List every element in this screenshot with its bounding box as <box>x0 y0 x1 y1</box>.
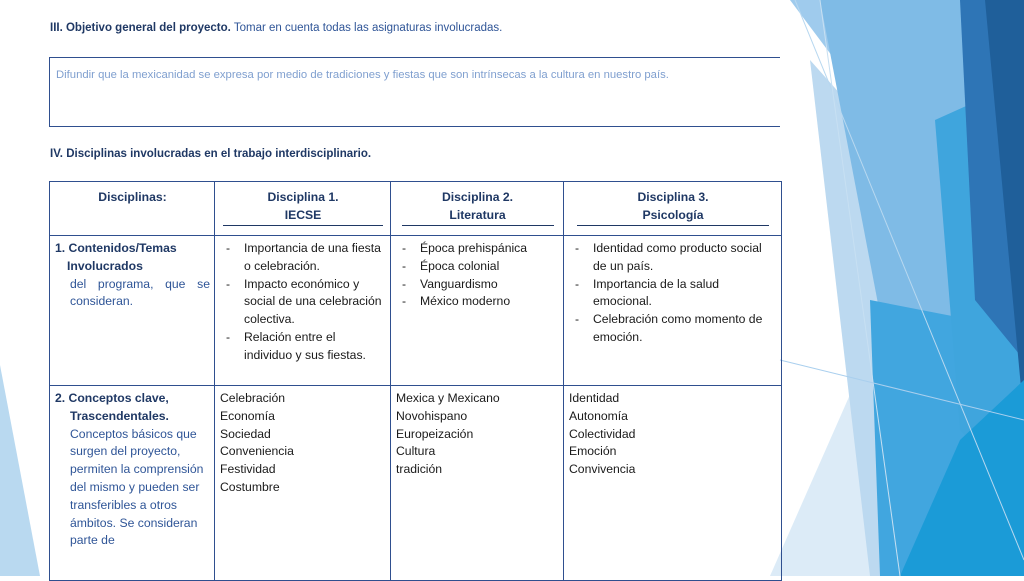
header-disciplinas-label: Disciplinas: <box>98 190 167 204</box>
section-3-hint: Tomar en cuenta todas las asignaturas involucradas. <box>233 22 503 34</box>
header-disciplina-1 <box>215 182 391 236</box>
row-1-col-2-list <box>396 240 559 311</box>
header-disciplina-3 <box>564 182 782 236</box>
list-item: Conveniencia <box>220 444 294 459</box>
table-header-row <box>50 182 782 236</box>
header-disciplina-2-title: Disciplina 2. <box>441 190 514 204</box>
header-disciplinas <box>50 182 215 236</box>
list-item: Celebración <box>220 391 286 405</box>
list-item: Festividad <box>220 462 276 477</box>
list-item: Mexica y Mexicano <box>396 391 500 405</box>
header-disciplina-1-title: Disciplina 1. <box>267 190 339 204</box>
row-1-col-1-list <box>220 240 386 365</box>
list-item: Europeización <box>396 426 474 441</box>
section-3-title: III. Objetivo general del proyecto. <box>50 22 231 34</box>
list-item: - México moderno <box>420 293 559 311</box>
objective-box <box>49 57 780 127</box>
list-item: tradición <box>396 462 443 477</box>
row-2-label-title: 2. Conceptos clave, <box>55 391 169 405</box>
row-1-label-subtitle: Involucrados <box>67 258 143 273</box>
row-1-label-description: del programa, que se consideran. <box>70 276 210 309</box>
row-1-label <box>50 236 215 386</box>
row-2-label <box>50 386 215 581</box>
section-4-heading <box>50 148 371 160</box>
table-row <box>50 386 782 581</box>
list-item: Convivencia <box>569 462 636 477</box>
list-item: Cultura <box>396 444 436 459</box>
row-1-col-3-list <box>569 240 777 347</box>
row-1-disciplina-1 <box>215 236 391 386</box>
disciplines-table <box>49 181 782 581</box>
list-item: Autonomía <box>569 408 628 423</box>
list-item: - Identidad como producto social de un país. <box>593 240 777 276</box>
list-item: - Vanguardismo <box>420 276 559 294</box>
list-item: - Época colonial <box>420 258 559 276</box>
list-item: Economía <box>220 408 275 423</box>
list-item: - Época prehispánica <box>420 240 559 258</box>
row-2-label-subtitle: Trascendentales. <box>70 408 169 423</box>
row-2-label-description: Conceptos básicos que surgen del proyecto, permiten la comprensión del mismo y pueden ser transferibles a otros ámbitos. Se consideran parte de <box>70 426 204 548</box>
header-disciplina-3-name: Psicología <box>577 207 769 226</box>
table-row <box>50 236 782 386</box>
list-item: Emoción <box>569 444 617 459</box>
section-3-heading <box>50 22 502 34</box>
header-disciplina-3-title: Disciplina 3. <box>637 190 709 204</box>
section-4-title: IV. Disciplinas involucradas en el trabajo interdisciplinario. <box>50 148 372 160</box>
row-2-disciplina-3 <box>564 386 782 581</box>
header-disciplina-2 <box>391 182 564 236</box>
row-1-disciplina-3 <box>564 236 782 386</box>
header-disciplina-2-name: Literatura <box>402 207 554 226</box>
list-item: Identidad <box>569 391 620 405</box>
list-item: - Importancia de la salud emocional. <box>593 276 777 312</box>
list-item: Novohispano <box>396 408 468 423</box>
list-item: - Importancia de una fiesta o celebración. <box>244 240 386 276</box>
row-2-disciplina-1 <box>215 386 391 581</box>
header-disciplina-1-name: IECSE <box>223 207 383 226</box>
list-item: - Celebración como momento de emoción. <box>593 311 777 347</box>
list-item: Sociedad <box>220 426 271 441</box>
objective-text: Difundir que la mexicanidad se expresa por medio de tradiciones y fiestas que son intrínsecas a la cultura en nuestro país. <box>56 69 669 81</box>
list-item: - Impacto económico y social de una celebración colectiva. <box>244 276 386 329</box>
list-item: Costumbre <box>220 479 280 494</box>
row-1-label-title: 1. Contenidos/Temas <box>55 241 177 255</box>
list-item: Colectividad <box>569 426 636 441</box>
row-1-disciplina-2 <box>391 236 564 386</box>
row-2-disciplina-2 <box>391 386 564 581</box>
list-item: - Relación entre el individuo y sus fiestas. <box>244 329 386 365</box>
